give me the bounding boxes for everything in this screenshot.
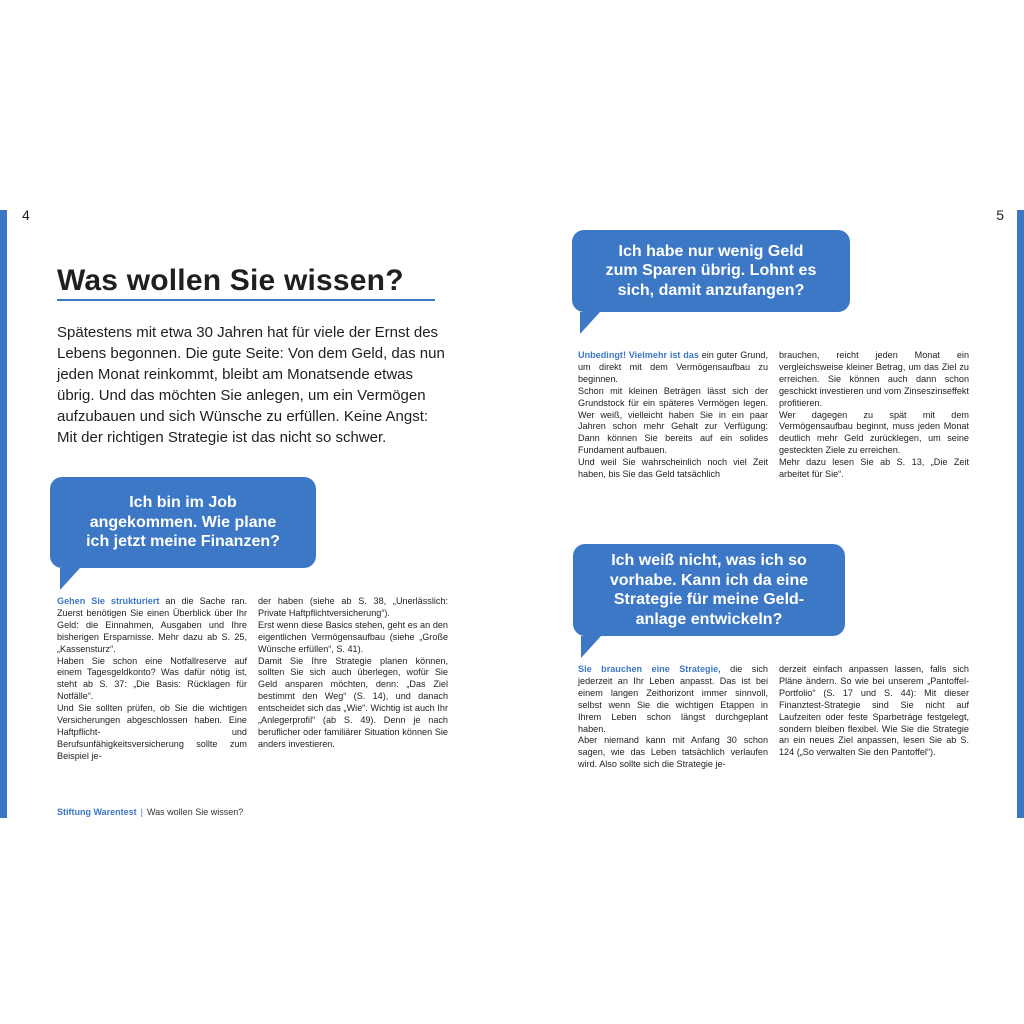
page-number-right: 5: [996, 207, 1004, 223]
question-line: Ich weiß nicht, was ich so: [611, 552, 807, 569]
answer-2-column-2: brauchen, reicht jeden Monat ein vergleichsweise kleiner Betrag, um das Ziel zu erreichen. Sie können auch dann schon geschickt investieren und vom Zinseszinseffekt profitieren. Wer dagegen zu spät mit dem Vermögensaufbau beginnt, muss jeden Monat deutlich mehr Geld zurücklegen, um seine gesteckten Ziele zu erreichen. Mehr dazu lesen Sie ab S. 13, „Die Zeit arbeitet für Sie“.: [779, 350, 969, 480]
answer-text: an die Sache ran. Zuerst benötigen Sie einen Überblick über Ihr Geld: die Einnahmen, Ausgaben und Ihre bisherigen Ersparnisse. Mehr dazu ab S. 25, „Kassensturz“. Haben Sie schon eine Notfallreserve auf einem Tagesgeldkonto? Was dafür nötig ist, steht ab S. 37: „Die Basis: Rücklagen für Notfälle“. Und Sie sollten prüfen, ob Sie die wichtigen Versicherungen abgeschlossen haben. Eine Haftpflicht- und Berufsunfähigkeitsversicherung sollte zum Beispiel je-: [57, 596, 247, 761]
footer-separator: |: [140, 807, 144, 817]
question-line: anlage entwickeln?: [635, 610, 783, 628]
question-line: zum Sparen übrig. Lohnt es: [605, 262, 817, 280]
question-line: Ich bin im Job: [129, 494, 237, 512]
footer-section: Was wollen Sie wissen?: [147, 807, 244, 817]
question-text-2: [606, 242, 817, 301]
question-bubble-1: [50, 477, 316, 568]
answer-1-column-1: [57, 596, 247, 763]
speech-bubble-tail: [60, 568, 80, 590]
speech-bubble-tail: [580, 312, 600, 334]
left-edge-bar: [0, 210, 7, 818]
right-edge-bar: [1017, 210, 1024, 818]
speech-bubble-tail: [581, 636, 601, 658]
answer-3-column-1: [578, 664, 768, 771]
footer: [57, 807, 243, 817]
answer-3-column-2: derzeit einfach anpassen lassen, falls sich Pläne ändern. So wie bei unserem „Pantoffel-Portfolio“ (S. 17 und S. 44): Mit dieser Finanztest-Strategie sind Sie nicht auf Laufzeiten oder feste Sparbeträge festgelegt, sondern bleiben flexibel. Wie Sie die Strategie an ein neues Ziel anpassen, lesen Sie ab S. 124 („So verwalten Sie den Pantoffel“).: [779, 664, 969, 758]
question-text-3: [610, 551, 808, 629]
answer-1-column-2: der haben (siehe ab S. 38, „Unerlässlich: Private Haftpflichtversicherung“). Erst wenn diese Basics stehen, geht es an den eigentlichen Vermögensaufbau (siehe „Große Wünsche erfüllen“, S. 41). Damit Sie Ihre Strategie planen können, sollten Sie sich auch überlegen, wofür Sie Geld ansparen möchten, denn: „Das Ziel bestimmt den Weg“ (S. 14), und danach entscheidet sich das „Wie“. Wichtig ist auch Ihr „Anlegerprofil“ (ab S. 49). Denn je nach beruflicher oder familiärer Situation können Sie anders investieren.: [258, 596, 448, 749]
question-line: Strategie für meine Geld-: [613, 591, 805, 608]
intro-paragraph: Spätestens mit etwa 30 Jahren hat für viele der Ernst des Lebens begonnen. Die gute Seite: Von dem Geld, das nun jeden Monat reinkommt, bleibt am Monatsende etwas übrig. Und das möchten Sie anlegen, um ein Vermögen aufzubauen und sich Wünsche zu erfüllen. Keine Angst: Mit der richtigen Strategie ist das nicht so schwer.: [57, 324, 445, 446]
answer-lead: Gehen Sie strukturiert: [57, 596, 160, 606]
title-underline: [57, 299, 435, 301]
question-line: Ich habe nur wenig Geld: [618, 242, 804, 260]
answer-text: die sich jederzeit an Ihr Leben anpasst. Das ist bei einem langen Zeithorizont immer sinnvoll, selbst wenn Sie die wichtigen Etappen in Ihrem Leben schon längst durchgeplant haben. Aber niemand kann mit Anfang 30 schon sagen, wie das Leben tatsächlich verlaufen wird. Also sollte sich die Strategie je-: [578, 664, 768, 770]
question-bubble-3: [573, 544, 845, 636]
question-text-1: [86, 493, 280, 552]
question-line: angekommen. Wie plane: [89, 513, 277, 531]
page-title: Was wollen Sie wissen?: [57, 264, 404, 297]
footer-brand: Stiftung Warentest: [57, 807, 137, 817]
page-number-left: 4: [22, 207, 30, 223]
question-bubble-2: [572, 230, 850, 312]
answer-text: ein guter Grund, um direkt mit dem Vermögensaufbau zu beginnen. Schon mit kleinen Beträgen lässt sich der Grundstock für ein späteres Vermögen legen. Wer weiß, vielleicht haben Sie in ein paar Jahren schon mehr Gehalt zur Verfügung: Dann können Sie bereits auf ein solides Fundament aufbauen. Und weil Sie wahrscheinlich noch viel Zeit haben, bis Sie das Geld tatsächlich: [578, 350, 768, 480]
question-line: vorhabe. Kann ich da eine: [609, 571, 809, 589]
question-line: ich jetzt meine Finanzen?: [86, 533, 280, 551]
answer-2-column-1: [578, 350, 768, 481]
question-line: sich, damit anzufangen?: [617, 281, 805, 299]
answer-lead: Unbedingt! Vielmehr ist das: [578, 350, 699, 360]
answer-lead: Sie brauchen eine Strategie,: [578, 664, 721, 674]
